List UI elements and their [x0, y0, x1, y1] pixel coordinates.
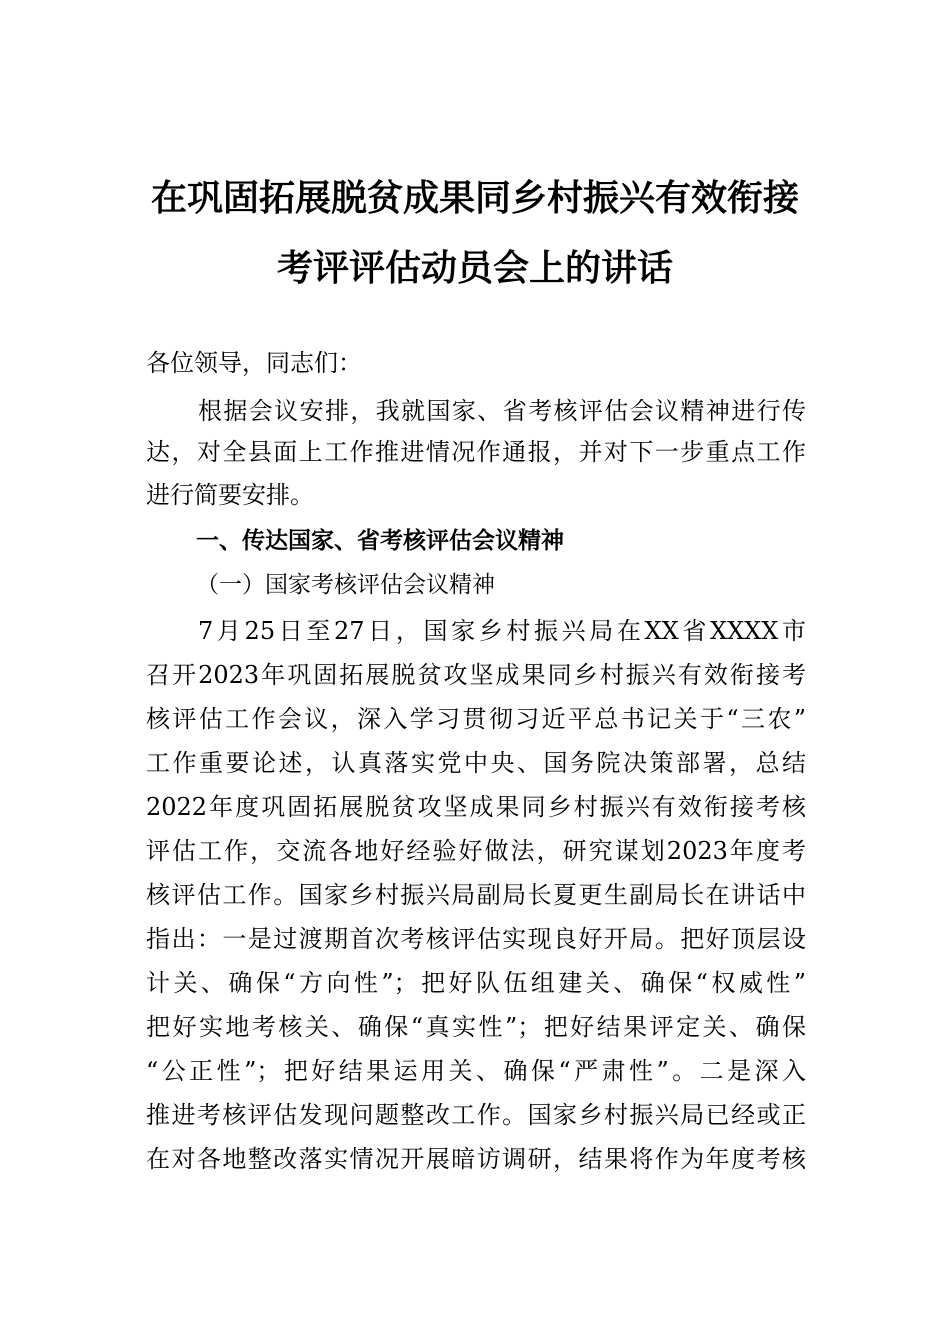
paragraph-line: 7月25日至27日，国家乡村振兴局在XX省XXXX市	[198, 617, 806, 645]
paragraph-line: 把好实地考核关、确保“真实性”；把好结果评定关、确保	[146, 1013, 806, 1041]
paragraph-line: 核评估工作。国家乡村振兴局副局长夏更生副局长在讲话中	[146, 881, 806, 909]
salutation: 各位领导，同志们：	[146, 349, 362, 377]
paragraph-line: 计关、确保“方向性”；把好队伍组建关、确保“权威性”	[146, 969, 806, 997]
intro-line: 进行简要安排。	[146, 481, 314, 509]
paragraph-line: “公正性”；把好结果运用关、确保“严肃性”。二是深入	[146, 1057, 806, 1085]
intro-line: 达，对全县面上工作推进情况作通报，并对下一步重点工作	[146, 438, 806, 466]
document-title-line-2: 考评评估动员会上的讲话	[276, 247, 673, 289]
paragraph-line: 核评估工作会议，深入学习贯彻习近平总书记关于“三农”	[146, 705, 806, 733]
intro-line: 根据会议安排，我就国家、省考核评估会议精神进行传	[198, 397, 806, 425]
paragraph-line: 召开2023年巩固拓展脱贫攻坚成果同乡村振兴有效衔接考	[146, 661, 806, 689]
document-title-line-1: 在巩固拓展脱贫成果同乡村振兴有效衔接	[150, 177, 799, 219]
section-heading: 一、传达国家、省考核评估会议精神	[196, 528, 564, 554]
paragraph-line: 2022年度巩固拓展脱贫攻坚成果同乡村振兴有效衔接考核	[146, 793, 806, 821]
paragraph-line: 工作重要论述，认真落实党中央、国务院决策部署，总结	[146, 749, 806, 777]
subsection-heading: （一）国家考核评估会议精神	[196, 572, 495, 598]
paragraph-line: 推进考核评估发现问题整改工作。国家乡村振兴局已经或正	[146, 1101, 806, 1129]
paragraph-line: 评估工作，交流各地好经验好做法，研究谋划2023年度考	[146, 837, 806, 865]
paragraph-line: 指出：一是过渡期首次考核评估实现良好开局。把好顶层设	[146, 925, 806, 953]
paragraph-line: 在对各地整改落实情况开展暗访调研，结果将作为年度考核	[146, 1145, 806, 1173]
